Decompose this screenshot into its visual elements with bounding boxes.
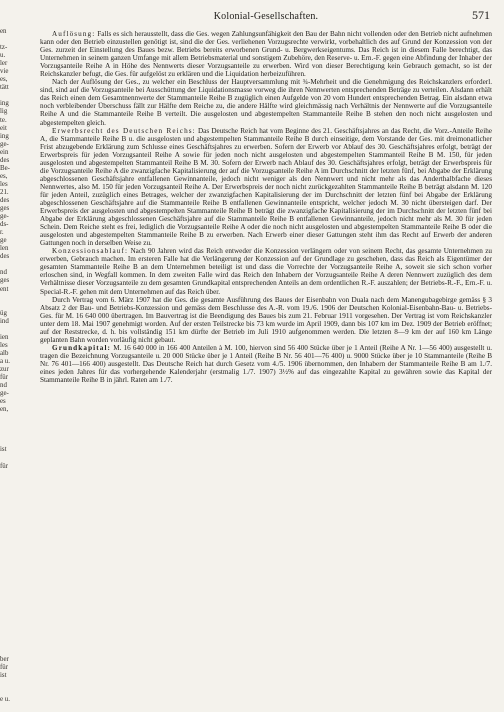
margin-fragment: es, xyxy=(0,172,8,180)
margin-fragment: r. xyxy=(0,229,4,237)
margin-fragment: en xyxy=(0,28,7,35)
margin-fragment: es xyxy=(0,398,6,406)
body-text xyxy=(40,30,492,384)
margin-fragment: ing xyxy=(0,100,9,108)
margin-fragment xyxy=(0,294,16,302)
margin-fragment xyxy=(0,648,16,656)
margin-fragment xyxy=(0,430,16,438)
margin-fragment: üg xyxy=(0,309,7,317)
paragraph-konzessionsablauf xyxy=(40,247,492,295)
margin-fragment: ind xyxy=(0,317,9,325)
margin-fragment xyxy=(0,559,16,567)
paragraph-text: Durch Vertrag vom 6. März 1907 hat die Ges. die gesamte Ausführung des Baues der Eisenbahn von Duala nach dem Manengubagebirge gemäss § 3 Absatz 2 der Bau- und Betriebs-Konzession und gemäss dem Beschlusse des A.-R. vom 19./6. 1906 der Deutschen Kolonial-Eisenbahn-Bau- u. Betriebs-Ges. für M. 16 640 000 übertragen. Im Bauvertrag ist die Beendigung des Baues bis zum 21. Februar 1911 vorgesehen. Der Vertrag ist vom Reichskanzler unter dem 18. Mai 1907 genehmigt worden. Auf der ersten Teilstrecke bis 73 km wurde im April 1909, dann bis 107 km im Dez. 1909 der Betrieb eröffnet; auf der Reststrecke, d. h. bis vollständig 151 km dürfte der Betrieb im Juli 1910 aufgenommen werden. Die letzten 8—9 km der auf 160 km Länge geplanten Bahn worden vorläufig nicht gebaut. xyxy=(40,295,492,344)
margin-fragment xyxy=(0,471,16,479)
margin-fragment: ein xyxy=(0,148,9,156)
margin-fragment: lig xyxy=(0,108,8,116)
margin-fragment xyxy=(0,414,16,422)
margin-fragment: les xyxy=(0,341,8,349)
margin-fragment: es, xyxy=(0,76,8,84)
margin-fragment: ler xyxy=(0,60,8,68)
margin-fragment xyxy=(0,519,16,527)
margin-fragment: ge- xyxy=(0,390,9,398)
margin-fragment: ing xyxy=(0,132,9,140)
paragraph-text: Nach 90 Jahren wird das Reich entweder die Konzession verlängern oder von seinem Recht, das gesamte Unternehmen zu erwerben, Gebrauch machen. Im ersteren Falle hat die Verlängerung der Konzession auf der Grundlage zu geschehen, dass das Reich als Eigentümer der gesamten Stammanteile Reihe B an dem Unternehmen beteiligt ist und dass die Vorrechte der Vorzugsanteile Reihe A, soweit sie sich schon vorher erloschen sind, in Wegfall kommen. In dem zweiten Falle wird das Reich den Inhabern der Vorzugsanteile Reihe A deren Nennwert zuzüglich des dem Verhältnisse dieser Vorzugsanteile zu dem gesamten Grundkapital entsprechenden Anteils an dem ordentlichen R.-F. auszahlen; der Betriebs-R.-F., Ern.-F. u. Special-R.-F. gehen mit dem Unternehmen auf das Reich über. xyxy=(40,247,492,296)
margin-fragment: für xyxy=(0,374,9,382)
margin-fragment: zur xyxy=(0,365,9,373)
margin-fragment: des xyxy=(0,196,10,204)
margin-fragment xyxy=(0,503,16,511)
margin-fragment xyxy=(0,680,16,688)
margin-fragment xyxy=(0,261,16,269)
page-number: 571 xyxy=(472,8,490,22)
margin-fragment xyxy=(0,607,16,615)
margin-fragment xyxy=(0,599,16,607)
margin-fragment: ist xyxy=(0,671,7,679)
margin-fragment xyxy=(0,36,16,44)
margin-fragment xyxy=(0,326,16,334)
margin-fragment: ent xyxy=(0,285,9,293)
margin-fragment: ge- xyxy=(0,140,9,148)
margin-fragment: ist xyxy=(0,446,7,454)
margin-fragment: ges xyxy=(0,205,10,213)
margin-fragment: te. xyxy=(0,116,7,124)
margin-fragment xyxy=(0,543,16,551)
document-page xyxy=(40,0,492,712)
margin-fragment xyxy=(0,575,16,583)
section-lead: Grundkapital: xyxy=(52,343,112,352)
margin-fragment: ds- xyxy=(0,221,9,229)
page-header xyxy=(40,6,492,30)
margin-fragment xyxy=(0,623,16,631)
margin-fragment xyxy=(0,535,16,543)
facing-page-margin xyxy=(0,28,16,708)
margin-fragment xyxy=(0,632,16,640)
margin-fragment xyxy=(0,438,16,446)
margin-fragment: en, xyxy=(0,406,9,414)
margin-fragment: für xyxy=(0,663,9,671)
margin-fragment: Be- xyxy=(0,164,10,172)
margin-fragment xyxy=(0,688,16,696)
paragraph-grundkapital xyxy=(40,344,492,384)
margin-fragment xyxy=(0,527,16,535)
margin-fragment: tz- xyxy=(0,44,8,52)
margin-fragment: ge- xyxy=(0,213,9,221)
margin-fragment xyxy=(0,454,16,462)
margin-fragment xyxy=(0,640,16,648)
margin-fragment xyxy=(0,302,16,310)
paragraph-text: Nach der Auflösung der Ges., zu welcher ein Beschluss der Hauptversammlung mit ¾-Mehrheit und die Genehmigung des Reichskanzlers erforderl. sind, sind auf die Vorzugsanteile bei Ausschüttung der Liquidationsmasse vorweg die ihren Nennwerten entsprechenden Beträge zu verteilen. Alsdann erhält das Reich einen dem Gesamtnennwerte der Stammanteile Reihe B zugüglich einen Aufgelde von 20 vom Hundert entsprechenden Betrag. Ein alsdann etwa noch verbleibender Überschuss fällt zur Hälfte dem Reiche zu, die andere Hälfte wird gleichmässig nach Verhältnis der Nennwerte auf die Vorzugsanteile Reihe A und die Stammanteile Reihe B verteilt. Die ausgelosten und abgestempelten Stammanteile Reihe B stehen den noch nicht ausgelosten und abgestempelten gleich. xyxy=(40,78,492,127)
section-lead: Auflösung: xyxy=(52,30,96,38)
margin-fragment: ien xyxy=(0,333,9,341)
margin-fragment: des xyxy=(0,253,10,261)
paragraph-bauvertrag xyxy=(40,296,492,344)
section-lead: Konzessionsablauf: xyxy=(52,247,129,256)
margin-fragment: ge xyxy=(0,237,7,245)
paragraph-text: Das Deutsche Reich hat vom Beginne des 21. Geschäftsjahres an das Recht, die Vorz.-Anteile Reihe A, die Stammanteile Reihe B u. die ausgelosten und abgestempelten Stammanteile Reihe B durch einseitige, dem Vorstande der Ges. mit dreimonatlicher Frist abzugebende Erklärung zum Schlusse eines Geschäftsjahres zu erwerben. Sofern der Erwerb vor Ablauf des 30. Geschäftsjahres erfolgt, beträgt der Erwerbspreis für jeden Vorzugsanteil Reihe A sowie für jeden noch nicht ausgelosten und abgestempelten Stammanteil Reihe B M. 150, für jeden ausgelosten und abgestempelten Stammanteil Reihe B M. 30. Sofern der Erwerb nach Ablauf des 30. Geschäftsjahres erfolgt, beträgt der Erwerbspreis für die Vorzugsanteile Reihe A die zwanzigfache Kapitalisierung der auf die Vorzugsanteile Reihe A im Durchschnitt der letzten fünf, bei Abgabe der Erklärung abgeschlossenen Geschäftsjahre entfallenen Gewinnanteile, jedoch nicht weniger als den Nennwert und nicht mehr als das Anderthalbfache dieses Nennwertes, also M. 150 für jeden Vorzugsanteil Reihe A. Der Erwerbspreis der noch nicht zurückgezahlten Stammanteile Reihe B beträgt alsdann M. 120 für jeden Anteil, zuzüglich eines Betrages, welcher der zwanzigfachen Kapitalisierung der im Durchschnitt der letzten fünf bei Abgabe der Erklärung abgeschlossenen Geschäftsjahre auf die Stammanteile Reihe B entfallenen Gewinnanteile entspricht, welcher jedoch M. 30 nicht übersteigen darf. Der Erwerbspreis der ausgelosten und abgestempelten Stammanteile Reihe B beträgt die zwanzigfache Kapitalisierung der im Durchschnitt der letzten fünf bei Abgabe der Erklärung abgeschlossenen Geschäftsjahre auf die Stammanteile Reihe B entfallenen Gewinnanteile, jedoch nicht mehr als M. 30 für jeden Schein. Dem Reiche steht es frei, lediglich die Vorzugsanteile Reihe A oder die noch nicht ausgelosten und abgestempelten Stammanteile Reihe B oder die ausgelosten und abgestempelten Stammanteile Reihe B zu erwerben. Nach Erwerb einer dieser Gattungen steht ihm das Recht auf Erwerb der anderen Gattungen noch in derselben Weise zu. xyxy=(40,126,492,248)
paragraph-text: M. 16 640 000 in 166 400 Anteilen à M. 100, hiervon sind 56 400 Stücke über je 1 Anteil (Reihe A Nr. 1—56 400) ausgestellt u. tragen die Bezeichnung Vorzugsanteile u. 20 000 Stücke über je 1 Anteil (Reihe B Nr. 56 401—76 400) u. 9000 Stücke über je 10 Stammanteile (Reihe B Nr. 76 401—166 400) ausgestellt. Das Deutsche Reich hat durch Gesetz vom 4./5. 1906 übernommen, den Inhabern der Stammanteile Reihe B am 1./7. eines jeden Jahres für das vorhergehende Kalenderjahr (erstmalig 1./7. 1907) 3½% auf das eingezahlte Kapital zu gewähren sowie das Kapital der Stammanteile Reihe B in jährl. Raten am 1./7. xyxy=(40,343,492,385)
margin-fragment: eit xyxy=(0,124,7,132)
margin-fragment xyxy=(0,583,16,591)
section-lead: Erwerbsrecht des Deutschen Reichs: xyxy=(52,126,196,135)
margin-fragment: nd xyxy=(0,269,7,277)
margin-fragment xyxy=(0,567,16,575)
margin-fragment xyxy=(0,92,16,100)
margin-fragment: für xyxy=(0,462,9,470)
paragraph-erwerbsrecht xyxy=(40,127,492,248)
paragraph-aufloesung xyxy=(40,30,492,78)
margin-fragment xyxy=(0,591,16,599)
margin-fragment xyxy=(0,487,16,495)
margin-fragment xyxy=(0,615,16,623)
margin-fragment: len xyxy=(0,245,9,253)
margin-fragment xyxy=(0,422,16,430)
margin-fragment xyxy=(0,704,16,708)
margin-fragment xyxy=(0,479,16,487)
margin-fragment: vie xyxy=(0,68,9,76)
margin-fragment xyxy=(0,551,16,559)
running-head: Kolonial-Gesellschaften. xyxy=(213,11,319,22)
margin-fragment: e u. xyxy=(0,695,10,703)
margin-fragment: ges xyxy=(0,277,10,285)
margin-fragment xyxy=(0,511,16,519)
margin-fragment: nd xyxy=(0,382,7,390)
margin-fragment: a u. xyxy=(0,357,10,365)
margin-fragment: les xyxy=(0,180,8,188)
margin-fragment xyxy=(0,495,16,503)
margin-fragment: u. xyxy=(0,52,6,60)
paragraph-liquidation xyxy=(40,78,492,126)
margin-fragment: tätt xyxy=(0,84,9,92)
margin-fragment: 21. xyxy=(0,188,9,196)
margin-fragment: ber xyxy=(0,655,9,663)
paragraph-text: Falls es sich herausstellt, dass die Ges. wegen Zahlungsunfähigkeit den Bau der Bahn nicht vollenden oder den Betrieb nicht aufnehmen kann oder den Betrieb einzustellen genötigt ist, sind die der Ges. verliehenen Vorzugsrechte verwirkt, vorbehaltlich des auf Grund der Konzession von der Ges. zurzeit der Einstellung des Baues bezw. Betriebs bereits erworbenen Grund- u. Bergwerkseigentums. Das Reich ist in diesem Falle berechtigt, das Unternehmen in seinem ganzen Umfange mit allem Betriebsmaterial und sonstigem Zubehöre, den Reserve- u. Ern.-F. gegen eine Abfindung der Inhaber der Vorzugsanteile Reihe A in Höhe des Nennwerts dieser Vorzugsanteile zu erwerben. Wird von dieser Berechtigung kein Gebrauch gemacht, so ist der Reichskanzler befugt, die Ges. für aufgelöst zu erklären und die Liquidation herbeizuführen. xyxy=(40,30,492,79)
margin-fragment: alb xyxy=(0,349,9,357)
margin-fragment: des xyxy=(0,156,10,164)
